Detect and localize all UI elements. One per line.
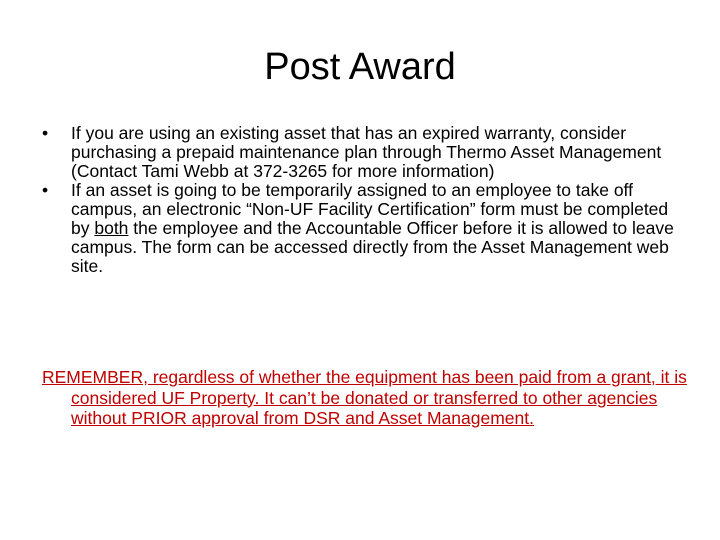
bullet-marker: •	[42, 123, 49, 143]
bullet-text-before: If an asset is going to be temporarily assigned to an employee to take off campus, an electronic “Non-UF Facility Certification” form must be completed by	[71, 180, 669, 238]
bullet-text: If you are using an existing asset that has an expired warranty, consider purchasing a prepaid maintenance plan through Thermo Asset Management (Contact Tami Webb at 372-3265 for more information)	[71, 123, 662, 181]
bullet-item-off-campus	[42, 181, 682, 276]
bullet-item-warranty	[42, 124, 682, 181]
bullet-marker: •	[42, 180, 49, 200]
remember-notice: REMEMBER, regardless of whether the equipment has been paid from a grant, it is considered UF Property. It can’t be donated or transferred to other agencies without PRIOR approval from DSR and Asset Management.	[42, 367, 687, 428]
bullet-text-after: the employee and the Accountable Officer before it is allowed to leave campus. The form can be accessed directly from the Asset Management web site.	[71, 218, 674, 276]
slide-title: Post Award	[264, 46, 456, 88]
bullet-list	[42, 124, 682, 276]
bullet-text-emphasis: both	[94, 218, 129, 238]
